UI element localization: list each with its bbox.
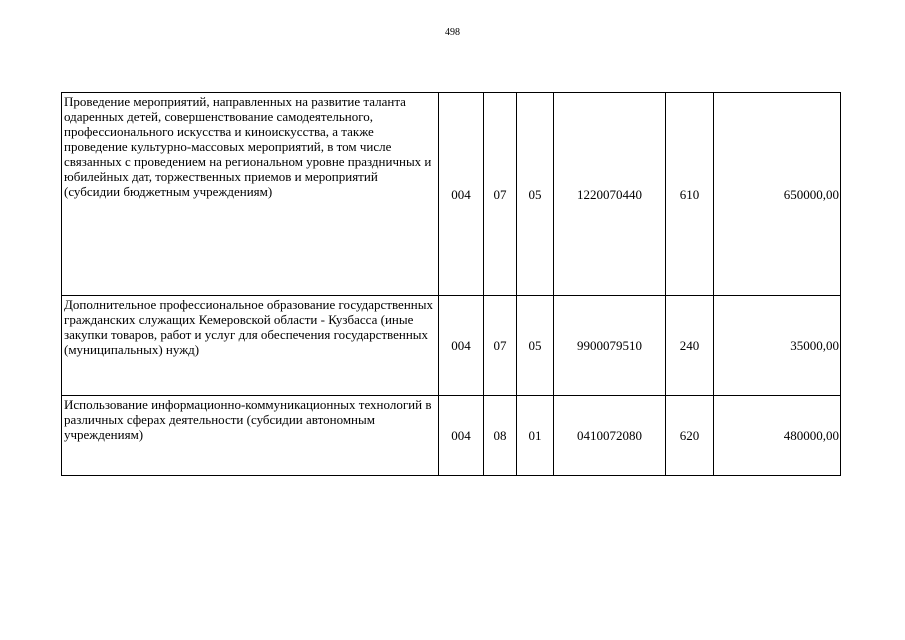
row-amount: 35000,00: [714, 296, 841, 396]
row-description: Использование информационно-коммуникационных технологий в различных сферах деятельности (субсидии автономным учреждениям): [62, 396, 439, 476]
row-target-article: 1220070440: [554, 93, 666, 296]
row-ministry-code: 004: [439, 93, 484, 296]
row-expense-type: 610: [666, 93, 714, 296]
row-target-article: 0410072080: [554, 396, 666, 476]
row-section-code: 08: [484, 396, 517, 476]
row-description: Проведение мероприятий, направленных на развитие таланта одаренных детей, совершенствование самодеятельного, профессионального искусства и киноискусства, а также проведение культурно-массовых мероприятий, в том числе связанных с проведением на региональном уровне праздничных и юбилейных дат, торжественных приемов и мероприятий (субсидии бюджетным учреждениям): [62, 93, 439, 296]
row-expense-type: 620: [666, 396, 714, 476]
row-description: Дополнительное профессиональное образование государственных гражданских служащих Кемеровской области - Кузбасса (иные закупки товаров, работ и услуг для обеспечения государственных (муниципальных) нужд): [62, 296, 439, 396]
table-row: [62, 396, 841, 476]
row-subsection-code: 01: [517, 396, 554, 476]
row-section-code: 07: [484, 296, 517, 396]
row-ministry-code: 004: [439, 296, 484, 396]
row-amount: 480000,00: [714, 396, 841, 476]
row-amount: 650000,00: [714, 93, 841, 296]
budget-table: [61, 92, 841, 476]
table-row: [62, 93, 841, 296]
table-row: [62, 296, 841, 396]
row-subsection-code: 05: [517, 296, 554, 396]
page-number: 498: [445, 27, 460, 38]
row-ministry-code: 004: [439, 396, 484, 476]
row-subsection-code: 05: [517, 93, 554, 296]
row-expense-type: 240: [666, 296, 714, 396]
row-target-article: 9900079510: [554, 296, 666, 396]
row-section-code: 07: [484, 93, 517, 296]
